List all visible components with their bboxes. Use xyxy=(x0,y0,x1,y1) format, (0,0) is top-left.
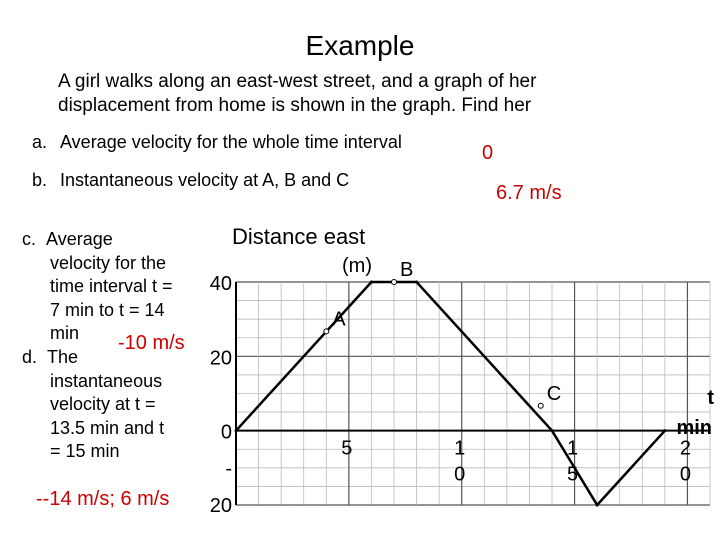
point-label-a: A xyxy=(332,308,346,331)
question-c-label: c. xyxy=(22,229,37,249)
y-axis-unit: (m) xyxy=(342,255,372,277)
question-a-text: Average velocity for the whole time interval xyxy=(60,132,402,152)
question-b-label: b. xyxy=(32,170,48,190)
problem-line-2: displacement from home is shown in the graph. Find her xyxy=(58,95,532,116)
question-b-text: Instantaneous velocity at A, B and C xyxy=(60,170,350,190)
question-d-line: velocity at t = xyxy=(50,394,156,414)
question-c-line: velocity for the xyxy=(50,252,167,273)
point-label-b: B xyxy=(400,259,414,281)
data-point xyxy=(370,281,373,284)
x-tick-label: 1 xyxy=(567,437,579,460)
question-c-line: Average xyxy=(46,229,113,249)
x-tick-label: 2 xyxy=(679,437,691,460)
x-tick-label: 1 xyxy=(454,437,466,460)
question-b-answer: 6.7 m/s xyxy=(496,182,562,204)
x-tick-label: 0 xyxy=(679,463,691,486)
question-d-answer: --14 m/s; 6 m/s xyxy=(36,488,170,510)
x-axis-title: t xyxy=(707,387,714,409)
data-point xyxy=(551,429,554,432)
x-axis-unit: min xyxy=(676,417,712,439)
question-c-answer: -10 m/s xyxy=(118,332,185,354)
problem-line-1: A girl walks along an east-west street, and a graph of her xyxy=(58,71,537,92)
question-d-label: d. xyxy=(22,347,38,367)
data-point xyxy=(596,504,599,507)
question-d-line: The xyxy=(47,347,79,367)
point-marker-a xyxy=(324,329,329,334)
y-tick-label: 40 xyxy=(209,273,232,295)
question-d-line: instantaneous xyxy=(50,370,163,391)
question-d-line: = 15 min xyxy=(50,441,120,461)
x-tick-label: 5 xyxy=(567,463,579,486)
point-marker-c xyxy=(538,403,543,408)
question-d-line: 13.5 min and t xyxy=(50,417,165,438)
question-c-line: min xyxy=(50,323,80,343)
point-marker-b xyxy=(392,280,397,285)
question-c-line: 7 min to t = 14 xyxy=(50,299,165,320)
x-tick-label: 0 xyxy=(454,463,466,486)
data-point xyxy=(235,429,238,432)
question-c-line: time interval t = xyxy=(50,276,173,296)
question-a-label: a. xyxy=(32,132,48,152)
y-tick-label: 20 xyxy=(209,495,232,517)
y-tick-label: 0 xyxy=(220,421,232,444)
slide-title: Example xyxy=(305,30,415,61)
data-point xyxy=(415,281,418,284)
data-point xyxy=(663,429,666,432)
y-tick-label: - xyxy=(225,458,232,480)
question-a-answer: 0 xyxy=(482,142,494,164)
point-label-c: C xyxy=(546,382,562,405)
x-tick-label: 5 xyxy=(341,437,353,460)
y-tick-label: 20 xyxy=(209,347,232,370)
y-axis-title: Distance east xyxy=(232,224,366,249)
